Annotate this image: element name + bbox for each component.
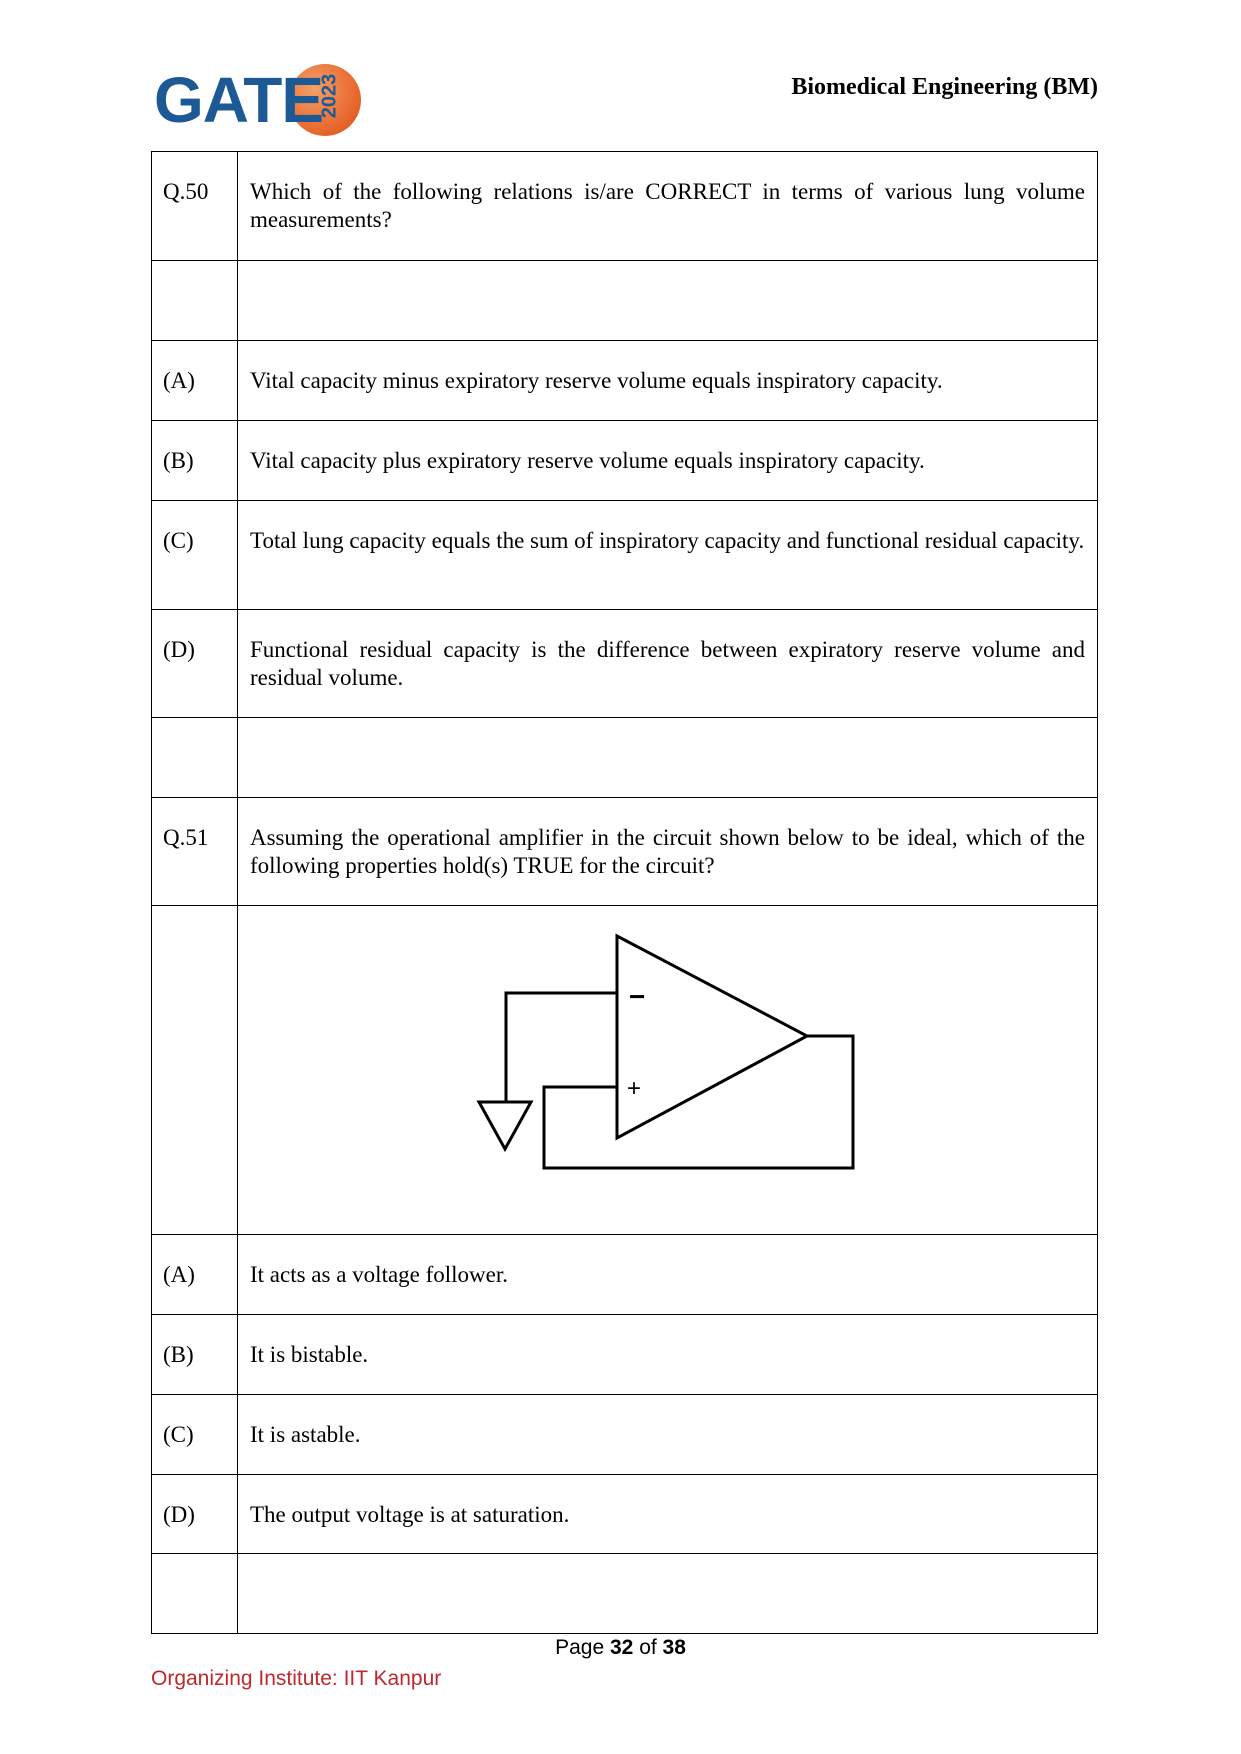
blank-row [152,718,1098,798]
q51-option-c [152,1395,1098,1475]
q51-number: Q.51 [152,798,238,906]
q51-option-d [152,1475,1098,1554]
option-text: The output voltage is at saturation. [238,1475,1098,1554]
opamp-circuit-diagram [238,906,1098,1235]
option-text: Vital capacity minus expiratory reserve volume equals inspiratory capacity. [238,341,1098,421]
subject-title: Biomedical Engineering (BM) [791,74,1098,100]
q50-option-d [152,610,1098,718]
q51-option-a [152,1235,1098,1315]
q50-option-c [152,501,1098,610]
opamp-triangle [617,936,807,1138]
option-text: It is bistable. [238,1315,1098,1395]
option-text: Vital capacity plus expiratory reserve volume equals inspiratory capacity. [238,421,1098,501]
option-text: Total lung capacity equals the sum of inspiratory capacity and functional residual capacity. [238,501,1098,610]
option-text: It acts as a voltage follower. [238,1235,1098,1315]
minus-label: − [629,981,646,1012]
page-of: of [639,1636,657,1659]
organizing-institute: Organizing Institute: IIT Kanpur [151,1667,442,1690]
option-text: Functional residual capacity is the difference between expiratory reserve volume and residual volume. [238,610,1098,718]
option-label: (C) [152,1395,238,1475]
q50-option-b [152,421,1098,501]
option-label: (D) [152,1475,238,1554]
q50-question: Which of the following relations is/are CORRECT in terms of various lung volume measurements? [238,152,1098,261]
opamp-circuit-svg [238,906,1096,1196]
page-number [0,1636,1241,1660]
q50-row [152,152,1098,261]
option-label: (C) [152,501,238,610]
page-prefix: Page [555,1636,605,1659]
blank-row [152,1554,1098,1634]
q51-row [152,798,1098,906]
blank-row [152,261,1098,341]
option-text: It is astable. [238,1395,1098,1475]
logo-text: GATE [154,64,324,136]
option-label: (A) [152,1235,238,1315]
ground-icon [479,1102,531,1149]
q51-question: Assuming the operational amplifier in the circuit shown below to be ideal, which of the following properties hold(s) TRUE for the circuit? [238,798,1098,906]
gate-logo [154,60,354,140]
option-label: (D) [152,610,238,718]
q51-diagram-row [152,906,1098,1235]
plus-label: + [627,1075,642,1102]
option-label: (A) [152,341,238,421]
feedback-wire [544,1036,853,1168]
q51-option-b [152,1315,1098,1395]
page-total: 38 [662,1636,686,1659]
q50-option-a [152,341,1098,421]
q50-number: Q.50 [152,152,238,261]
page-current: 32 [609,1636,634,1659]
option-label: (B) [152,421,238,501]
option-label: (B) [152,1315,238,1395]
question-table [151,151,1098,1634]
logo-year: 2023 [318,73,341,119]
